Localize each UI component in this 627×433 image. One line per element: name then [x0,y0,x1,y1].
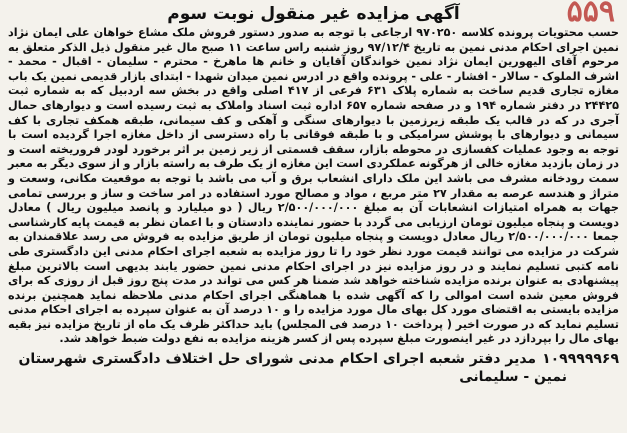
footer-signature-line [8,350,619,368]
handwritten-corner-note: ۵۵۹ [566,0,615,29]
notice-body: حسب محتویات پرونده کلاسه ۹۷۰۲۵۰ ارجاعی با توجه به صدور دستور فروش ملک مشاع خواهان علی ایمان نژاد نمین اجرای احکام مدنی نمین به تاریخ ۹۷/۱۲/۴ روز شنبه راس ساعت ۱۱ صبح مال غیر منقول ذیل الذکر متعلق به مرحوم آقای الیهورین ایمان نژاد نمین خواندگان آقایان و خانم ها ماهرخ - محترم - سلیمان - اقبال - محمد - اشرف الملوک - سالار - افشار - علی - پرونده واقع در ادرس نمین میدان شهدا - ابتدای بازار قدیمی نمین یک باب مغازه تجاری قدیم ساخت به شماره پلاک ۶۳۱ فرعی از ۴۱۷ اصلی واقع در بخش سه اردبیل که به شماره ثبت ۲۴۴۲۵ در دفتر شماره ۱۹۴ و در صفحه شماره ۶۵۷ اداره ثبت اسناد واملاک به ثبت رسیده است و دیوارهای حمال آجری در که در قالب یک طبقه زیرزمین با دیوارهای سنگی و آهکی و کف سیمانی، طبقه همکف تجاری با کف سیمانی و دیوارهای با پوشش سرامیکی و با طبقه فوقانی با راه دسترسی از داخل مغازه اجرا گردیده است با توجه به وجود عملیات کفسازی در محوطه بازار، سقف قسمتی از زیر زمین بر اثر برخورد لودر فروریخته است و در زمان بازدید مغازه خالی از هرگونه عملکردی است این مغازه از یک طرف به راسته بازار و از سوی دیگر به معبر سمت رودخانه مشرف می باشد این ملک دارای انشعاب برق و آب می باشد با توجه به موقعیت مکانی، وسعت و متراژ و هندسه عرصه به مقدار ۲۷ متر مربع ، مواد و مصالح مورد استفاده در امر ساخت و ساز و بررسی تمامی جهات به همراه امتیازات انشعابات آن به مبلغ ۲/۵۰۰/۰۰۰/۰۰۰ ریال ( دو میلیارد و پانصد میلیون ریال ) معادل دویست و پنجاه میلیون تومان ارزیابی می گردد با حضور نماینده دادستان و با اعمان نظر به قیمت پایه کارشناسی جمعا ۲/۵۰۰/۰۰۰/۰۰۰ ریال معادل دویست و پنجاه میلیون تومان از طریق مزایده به فروش می رسد علاقمندان به شرکت در مزایده می توانند قیمت مورد نظر خود را تا روز مزایده به شعبه اجرای احکام مدنی این دادگستری طی نامه کتبی تسلیم نمایند و در روز مزایده نیز در اجرای احکام مدنی نمین حضور یابند بدیهی است بالاترین مبلغ پیشنهادی به عنوان برنده مزایده شناخته خواهد شد ضمنا هر کس می تواند در مدت پنج روز قبل از روزی که برای فروش معین شده است اموالی را که آگهی شده با هماهنگی اجرای احکام مدنی ملاحظه نماید همچنین برنده مزایده بایستی به اقتضای مورد کل بهای مال مورد مزایده را و ۱۰ درصد آن به عنوان سپرده به اجرای احکام مدنی تسلیم نماید که در صورت اخیر ( پرداخت ۱۰ درصد فی المجلس) باید حداکثر ظرف یک ماه از تاریخ مزایده نیز بقیه بهای مال را بپردازد در غیر اینصورت مبلغ سپرده پس از کسر هزینه مزایده به نفع دولت ضبط خواهد شد. [8,26,620,346]
notice-code: ۱۰۹۹۹۹۹۶۹ [542,351,619,368]
signature-title: مدیر دفتر شعبه اجرای احکام مدنی شورای حل اختلاف دادگستری شهرستان [18,351,537,368]
notice-title: آگهی مزایده غیر منقول نوبت سوم [167,4,460,24]
notice-footer [8,350,619,386]
signature-location: نمین - سلیمانی [459,369,567,386]
